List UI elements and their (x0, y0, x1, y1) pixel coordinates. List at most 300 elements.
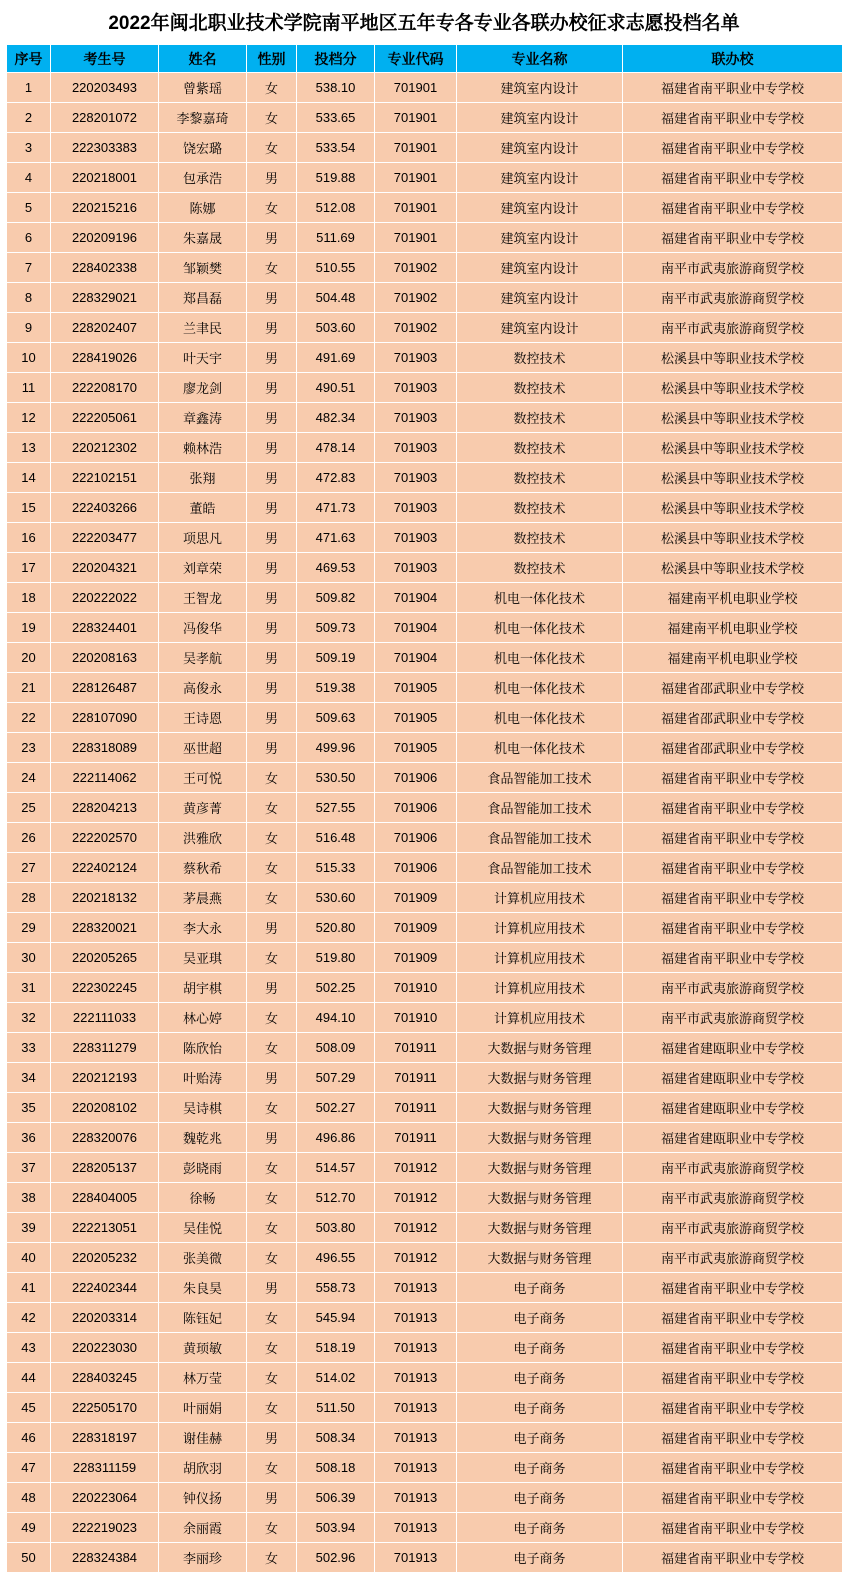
table-row (7, 1273, 843, 1303)
cell-name: 吴亚琪 (159, 943, 247, 973)
cell-major-code: 701905 (375, 703, 457, 733)
cell-major: 大数据与财务管理 (457, 1213, 623, 1243)
column-header-school: 联办校 (623, 45, 843, 73)
cell-exam-no: 228320021 (51, 913, 159, 943)
cell-name: 胡宇棋 (159, 973, 247, 1003)
cell-sex: 男 (247, 733, 297, 763)
cell-school: 福建省南平职业中专学校 (623, 1333, 843, 1363)
cell-exam-no: 222402344 (51, 1273, 159, 1303)
cell-major-code: 701903 (375, 463, 457, 493)
cell-sex: 男 (247, 553, 297, 583)
cell-name: 叶丽娟 (159, 1393, 247, 1423)
cell-major: 电子商务 (457, 1273, 623, 1303)
cell-name: 叶贻涛 (159, 1063, 247, 1093)
table-row (7, 1063, 843, 1093)
cell-score: 519.80 (297, 943, 375, 973)
cell-major: 机电一体化技术 (457, 613, 623, 643)
cell-sex: 女 (247, 943, 297, 973)
table-row (7, 1183, 843, 1213)
cell-index: 42 (7, 1303, 51, 1333)
cell-school: 南平市武夷旅游商贸学校 (623, 973, 843, 1003)
cell-index: 11 (7, 373, 51, 403)
table-header-row (7, 45, 843, 73)
cell-name: 余丽霞 (159, 1513, 247, 1543)
cell-school: 福建省南平职业中专学校 (623, 223, 843, 253)
cell-major: 机电一体化技术 (457, 703, 623, 733)
cell-index: 19 (7, 613, 51, 643)
cell-name: 刘章荣 (159, 553, 247, 583)
cell-index: 20 (7, 643, 51, 673)
cell-exam-no: 222102151 (51, 463, 159, 493)
cell-score: 519.38 (297, 673, 375, 703)
column-header-major: 专业名称 (457, 45, 623, 73)
cell-score: 509.63 (297, 703, 375, 733)
cell-major: 大数据与财务管理 (457, 1153, 623, 1183)
cell-exam-no: 222403266 (51, 493, 159, 523)
cell-name: 叶天宇 (159, 343, 247, 373)
cell-index: 36 (7, 1123, 51, 1153)
cell-exam-no: 222303383 (51, 133, 159, 163)
cell-exam-no: 220209196 (51, 223, 159, 253)
cell-major-code: 701901 (375, 193, 457, 223)
cell-index: 14 (7, 463, 51, 493)
cell-index: 25 (7, 793, 51, 823)
cell-score: 538.10 (297, 73, 375, 103)
cell-index: 29 (7, 913, 51, 943)
cell-score: 520.80 (297, 913, 375, 943)
cell-name: 徐畅 (159, 1183, 247, 1213)
cell-exam-no: 222302245 (51, 973, 159, 1003)
cell-exam-no: 222402124 (51, 853, 159, 883)
table-row (7, 523, 843, 553)
cell-school: 福建省南平职业中专学校 (623, 883, 843, 913)
cell-sex: 女 (247, 1453, 297, 1483)
cell-name: 章鑫涛 (159, 403, 247, 433)
cell-major: 机电一体化技术 (457, 733, 623, 763)
cell-index: 9 (7, 313, 51, 343)
cell-sex: 女 (247, 1393, 297, 1423)
cell-sex: 女 (247, 1183, 297, 1213)
cell-major: 大数据与财务管理 (457, 1033, 623, 1063)
column-header-exam-no: 考生号 (51, 45, 159, 73)
cell-score: 518.19 (297, 1333, 375, 1363)
cell-exam-no: 220205232 (51, 1243, 159, 1273)
cell-sex: 男 (247, 1423, 297, 1453)
cell-major: 食品智能加工技术 (457, 853, 623, 883)
cell-score: 545.94 (297, 1303, 375, 1333)
cell-score: 496.55 (297, 1243, 375, 1273)
cell-exam-no: 228107090 (51, 703, 159, 733)
cell-exam-no: 228205137 (51, 1153, 159, 1183)
cell-score: 509.19 (297, 643, 375, 673)
table-row (7, 913, 843, 943)
cell-name: 李黎嘉琦 (159, 103, 247, 133)
table-row (7, 1003, 843, 1033)
cell-major-code: 701913 (375, 1303, 457, 1333)
cell-index: 44 (7, 1363, 51, 1393)
column-header-index: 序号 (7, 45, 51, 73)
cell-major-code: 701906 (375, 853, 457, 883)
cell-exam-no: 220205265 (51, 943, 159, 973)
cell-sex: 女 (247, 73, 297, 103)
cell-index: 33 (7, 1033, 51, 1063)
cell-sex: 男 (247, 523, 297, 553)
cell-major: 数控技术 (457, 433, 623, 463)
cell-major: 电子商务 (457, 1543, 623, 1573)
table-row (7, 1423, 843, 1453)
cell-exam-no: 220203493 (51, 73, 159, 103)
admission-roster-table (6, 44, 843, 1573)
cell-major: 计算机应用技术 (457, 973, 623, 1003)
cell-major-code: 701903 (375, 403, 457, 433)
cell-school: 松溪县中等职业技术学校 (623, 343, 843, 373)
cell-school: 福建省南平职业中专学校 (623, 1363, 843, 1393)
cell-index: 40 (7, 1243, 51, 1273)
cell-major: 计算机应用技术 (457, 1003, 623, 1033)
cell-score: 507.29 (297, 1063, 375, 1093)
cell-sex: 女 (247, 193, 297, 223)
cell-exam-no: 222213051 (51, 1213, 159, 1243)
cell-major: 建筑室内设计 (457, 73, 623, 103)
cell-exam-no: 228403245 (51, 1363, 159, 1393)
cell-major: 建筑室内设计 (457, 223, 623, 253)
table-row (7, 433, 843, 463)
cell-major-code: 701913 (375, 1543, 457, 1573)
cell-index: 35 (7, 1093, 51, 1123)
cell-sex: 女 (247, 1003, 297, 1033)
cell-score: 514.57 (297, 1153, 375, 1183)
cell-sex: 女 (247, 253, 297, 283)
cell-major-code: 701912 (375, 1243, 457, 1273)
cell-school: 松溪县中等职业技术学校 (623, 493, 843, 523)
cell-school: 福建省南平职业中专学校 (623, 1423, 843, 1453)
cell-school: 福建省南平职业中专学校 (623, 763, 843, 793)
cell-score: 512.70 (297, 1183, 375, 1213)
cell-school: 松溪县中等职业技术学校 (623, 463, 843, 493)
cell-major-code: 701912 (375, 1183, 457, 1213)
cell-sex: 男 (247, 1483, 297, 1513)
table-row (7, 733, 843, 763)
page-title: 2022年闽北职业技术学院南平地区五年专各专业各联办校征求志愿投档名单 (108, 13, 740, 34)
cell-major-code: 701913 (375, 1393, 457, 1423)
cell-major-code: 701901 (375, 103, 457, 133)
table-row (7, 163, 843, 193)
cell-school: 福建省南平职业中专学校 (623, 163, 843, 193)
column-header-sex: 性别 (247, 45, 297, 73)
cell-major: 数控技术 (457, 553, 623, 583)
cell-major: 数控技术 (457, 493, 623, 523)
cell-exam-no: 222208170 (51, 373, 159, 403)
cell-school: 南平市武夷旅游商贸学校 (623, 313, 843, 343)
cell-score: 527.55 (297, 793, 375, 823)
cell-name: 黄彦菁 (159, 793, 247, 823)
cell-exam-no: 228402338 (51, 253, 159, 283)
table-row (7, 1303, 843, 1333)
cell-index: 23 (7, 733, 51, 763)
cell-index: 26 (7, 823, 51, 853)
cell-sex: 女 (247, 763, 297, 793)
cell-major: 建筑室内设计 (457, 283, 623, 313)
cell-name: 邹颖樊 (159, 253, 247, 283)
table-row (7, 643, 843, 673)
cell-sex: 女 (247, 1153, 297, 1183)
table-row (7, 463, 843, 493)
cell-score: 502.25 (297, 973, 375, 1003)
cell-index: 17 (7, 553, 51, 583)
cell-major: 食品智能加工技术 (457, 763, 623, 793)
cell-major-code: 701911 (375, 1063, 457, 1093)
cell-index: 31 (7, 973, 51, 1003)
cell-exam-no: 228318197 (51, 1423, 159, 1453)
table-row (7, 193, 843, 223)
cell-name: 李大永 (159, 913, 247, 943)
cell-sex: 女 (247, 133, 297, 163)
cell-name: 陈钰妃 (159, 1303, 247, 1333)
cell-major-code: 701901 (375, 133, 457, 163)
cell-score: 511.69 (297, 223, 375, 253)
cell-major: 大数据与财务管理 (457, 1063, 623, 1093)
cell-exam-no: 228324384 (51, 1543, 159, 1573)
cell-score: 471.73 (297, 493, 375, 523)
cell-school: 松溪县中等职业技术学校 (623, 433, 843, 463)
table-row (7, 133, 843, 163)
cell-score: 503.80 (297, 1213, 375, 1243)
cell-name: 钟仪扬 (159, 1483, 247, 1513)
cell-major: 大数据与财务管理 (457, 1093, 623, 1123)
cell-exam-no: 220212193 (51, 1063, 159, 1093)
cell-sex: 女 (247, 1513, 297, 1543)
cell-sex: 男 (247, 343, 297, 373)
cell-score: 512.08 (297, 193, 375, 223)
cell-score: 502.96 (297, 1543, 375, 1573)
table-row (7, 1093, 843, 1123)
cell-major-code: 701913 (375, 1453, 457, 1483)
cell-sex: 男 (247, 703, 297, 733)
cell-sex: 女 (247, 1093, 297, 1123)
cell-name: 张翔 (159, 463, 247, 493)
cell-index: 50 (7, 1543, 51, 1573)
cell-score: 503.60 (297, 313, 375, 343)
cell-score: 490.51 (297, 373, 375, 403)
cell-sex: 男 (247, 583, 297, 613)
cell-exam-no: 220223030 (51, 1333, 159, 1363)
cell-major: 食品智能加工技术 (457, 793, 623, 823)
table-row (7, 793, 843, 823)
cell-index: 5 (7, 193, 51, 223)
cell-major-code: 701913 (375, 1333, 457, 1363)
cell-score: 509.82 (297, 583, 375, 613)
cell-major: 建筑室内设计 (457, 103, 623, 133)
cell-major-code: 701909 (375, 943, 457, 973)
cell-sex: 男 (247, 433, 297, 463)
cell-sex: 男 (247, 223, 297, 253)
table-row (7, 313, 843, 343)
cell-major-code: 701903 (375, 553, 457, 583)
cell-exam-no: 222505170 (51, 1393, 159, 1423)
cell-major-code: 701903 (375, 373, 457, 403)
cell-major: 数控技术 (457, 523, 623, 553)
cell-major-code: 701911 (375, 1033, 457, 1063)
cell-exam-no: 220204321 (51, 553, 159, 583)
cell-index: 6 (7, 223, 51, 253)
cell-index: 21 (7, 673, 51, 703)
cell-score: 471.63 (297, 523, 375, 553)
table-row (7, 583, 843, 613)
cell-index: 48 (7, 1483, 51, 1513)
cell-exam-no: 228404005 (51, 1183, 159, 1213)
cell-school: 福建省南平职业中专学校 (623, 193, 843, 223)
cell-name: 项思凡 (159, 523, 247, 553)
cell-index: 38 (7, 1183, 51, 1213)
cell-major: 大数据与财务管理 (457, 1123, 623, 1153)
cell-index: 43 (7, 1333, 51, 1363)
cell-index: 2 (7, 103, 51, 133)
cell-exam-no: 228329021 (51, 283, 159, 313)
cell-index: 7 (7, 253, 51, 283)
cell-name: 吴佳悦 (159, 1213, 247, 1243)
cell-major-code: 701906 (375, 823, 457, 853)
table-row (7, 373, 843, 403)
cell-major-code: 701902 (375, 283, 457, 313)
cell-name: 洪雅欣 (159, 823, 247, 853)
table-row (7, 403, 843, 433)
cell-major-code: 701910 (375, 1003, 457, 1033)
cell-score: 530.60 (297, 883, 375, 913)
cell-school: 松溪县中等职业技术学校 (623, 373, 843, 403)
cell-name: 郑昌磊 (159, 283, 247, 313)
table-row (7, 883, 843, 913)
cell-major-code: 701913 (375, 1483, 457, 1513)
cell-major: 数控技术 (457, 343, 623, 373)
table-row (7, 1123, 843, 1153)
cell-name: 廖龙剑 (159, 373, 247, 403)
cell-major: 数控技术 (457, 463, 623, 493)
cell-score: 510.55 (297, 253, 375, 283)
cell-sex: 女 (247, 1543, 297, 1573)
cell-major: 建筑室内设计 (457, 163, 623, 193)
cell-exam-no: 222203477 (51, 523, 159, 553)
table-row (7, 103, 843, 133)
cell-score: 516.48 (297, 823, 375, 853)
cell-name: 谢佳赫 (159, 1423, 247, 1453)
cell-score: 469.53 (297, 553, 375, 583)
cell-school: 松溪县中等职业技术学校 (623, 523, 843, 553)
cell-score: 478.14 (297, 433, 375, 463)
cell-major: 计算机应用技术 (457, 913, 623, 943)
cell-school: 南平市武夷旅游商贸学校 (623, 253, 843, 283)
cell-score: 508.09 (297, 1033, 375, 1063)
cell-name: 朱嘉晟 (159, 223, 247, 253)
cell-major-code: 701901 (375, 223, 457, 253)
cell-score: 496.86 (297, 1123, 375, 1153)
cell-major: 大数据与财务管理 (457, 1183, 623, 1213)
cell-exam-no: 228311279 (51, 1033, 159, 1063)
cell-exam-no: 228324401 (51, 613, 159, 643)
cell-major: 电子商务 (457, 1483, 623, 1513)
cell-major-code: 701902 (375, 313, 457, 343)
cell-name: 彭晓雨 (159, 1153, 247, 1183)
cell-major: 计算机应用技术 (457, 883, 623, 913)
cell-sex: 男 (247, 373, 297, 403)
cell-exam-no: 228318089 (51, 733, 159, 763)
cell-name: 冯俊华 (159, 613, 247, 643)
cell-name: 茅晨燕 (159, 883, 247, 913)
cell-exam-no: 228311159 (51, 1453, 159, 1483)
table-body (7, 73, 843, 1573)
cell-index: 28 (7, 883, 51, 913)
cell-index: 22 (7, 703, 51, 733)
cell-name: 董皓 (159, 493, 247, 523)
cell-school: 福建省南平职业中专学校 (623, 1483, 843, 1513)
cell-exam-no: 220223064 (51, 1483, 159, 1513)
cell-index: 39 (7, 1213, 51, 1243)
cell-school: 福建省南平职业中专学校 (623, 1393, 843, 1423)
cell-school: 松溪县中等职业技术学校 (623, 553, 843, 583)
cell-sex: 女 (247, 1303, 297, 1333)
cell-index: 49 (7, 1513, 51, 1543)
cell-major-code: 701905 (375, 673, 457, 703)
cell-score: 533.65 (297, 103, 375, 133)
cell-exam-no: 222205061 (51, 403, 159, 433)
cell-name: 吴诗棋 (159, 1093, 247, 1123)
cell-name: 黄顼敏 (159, 1333, 247, 1363)
table-row (7, 1483, 843, 1513)
cell-score: 533.54 (297, 133, 375, 163)
table-row (7, 1393, 843, 1423)
cell-exam-no: 228202407 (51, 313, 159, 343)
cell-exam-no: 220212302 (51, 433, 159, 463)
cell-index: 8 (7, 283, 51, 313)
table-row (7, 553, 843, 583)
table-row (7, 613, 843, 643)
cell-major-code: 701901 (375, 163, 457, 193)
cell-major-code: 701905 (375, 733, 457, 763)
cell-school: 福建省建瓯职业中专学校 (623, 1063, 843, 1093)
cell-exam-no: 228204213 (51, 793, 159, 823)
table-row (7, 673, 843, 703)
cell-school: 福建省南平职业中专学校 (623, 1273, 843, 1303)
cell-score: 530.50 (297, 763, 375, 793)
cell-exam-no: 222111033 (51, 1003, 159, 1033)
cell-index: 30 (7, 943, 51, 973)
cell-school: 松溪县中等职业技术学校 (623, 403, 843, 433)
cell-name: 王智龙 (159, 583, 247, 613)
cell-score: 472.83 (297, 463, 375, 493)
cell-school: 福建省南平职业中专学校 (623, 103, 843, 133)
cell-major-code: 701909 (375, 883, 457, 913)
cell-school: 福建省南平职业中专学校 (623, 1513, 843, 1543)
cell-score: 499.96 (297, 733, 375, 763)
cell-exam-no: 222202570 (51, 823, 159, 853)
cell-major-code: 701903 (375, 433, 457, 463)
cell-index: 13 (7, 433, 51, 463)
cell-school: 南平市武夷旅游商贸学校 (623, 1183, 843, 1213)
cell-name: 赖林浩 (159, 433, 247, 463)
cell-school: 福建省建瓯职业中专学校 (623, 1123, 843, 1153)
cell-school: 福建省南平职业中专学校 (623, 1453, 843, 1483)
table-row (7, 853, 843, 883)
cell-sex: 女 (247, 103, 297, 133)
cell-school: 福建省邵武职业中专学校 (623, 703, 843, 733)
cell-major: 建筑室内设计 (457, 193, 623, 223)
cell-sex: 男 (247, 673, 297, 703)
cell-score: 502.27 (297, 1093, 375, 1123)
cell-exam-no: 228126487 (51, 673, 159, 703)
cell-major-code: 701909 (375, 913, 457, 943)
cell-score: 491.69 (297, 343, 375, 373)
cell-school: 福建省南平职业中专学校 (623, 823, 843, 853)
cell-sex: 女 (247, 883, 297, 913)
